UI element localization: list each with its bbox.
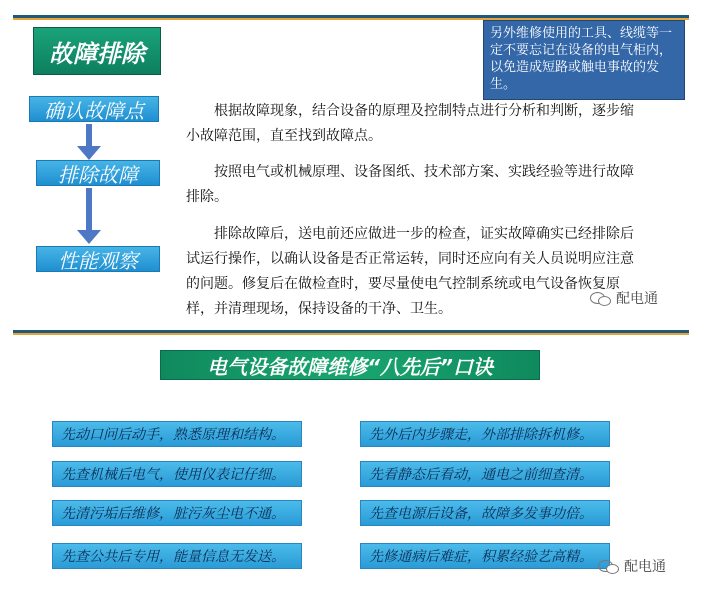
rhyme-item: 先外后内步骤走，外部排除拆机修。	[360, 421, 610, 447]
arrow-down-icon	[83, 188, 95, 246]
watermark	[598, 556, 666, 576]
step-confirm-fault: 确认故障点	[29, 96, 159, 122]
paragraph-3: 排除故障后，送电前还应做进一步的检查，证实故障确实已经排除后试运行操作，以确认设备是否正常运转，同时还应向有关人员说明应注意的问题。修复后在做检查时，要尽量使电气控制系统或电气设备恢复原样，并清理现场，保持设备的干净、卫生。	[186, 226, 634, 317]
note-box: 另外维修使用的工具、线缆等一定不要忘记在设备的电气柜内，以免造成短路或触电事故的发生。	[483, 20, 685, 100]
step-performance-check: 性能观察	[36, 246, 160, 272]
rhyme-item: 先看静态后看动，通电之前细查清。	[360, 461, 610, 487]
paragraph-2: 按照电气或机械原理、设备图纸、技术部方案、实践经验等进行故障排除。	[186, 164, 634, 205]
rhyme-item: 先动口问后动手，熟悉原理和结构。	[52, 421, 302, 447]
rhyme-banner: 电气设备故障维修“八先后”口诀	[160, 350, 540, 380]
rhyme-item: 先修通病后难症，积累经验艺高精。	[360, 543, 610, 569]
rhyme-item: 先查电源后设备，故障多发事功倍。	[360, 500, 610, 526]
middle-rule	[13, 330, 689, 335]
step-remove-fault: 排除故障	[36, 160, 160, 186]
rhyme-item: 先清污垢后维修，脏污灰尘电不通。	[52, 500, 302, 526]
watermark-text: 配电通	[624, 559, 666, 575]
paragraph-1: 根据故障现象，结合设备的原理及控制特点进行分析和判断，逐步缩小故障范围，直至找到故障点。	[186, 103, 634, 144]
section-title: 故障排除	[33, 27, 161, 75]
wechat-icon	[598, 558, 620, 574]
watermark-text: 配电通	[616, 291, 658, 307]
rhyme-item: 先查公共后专用，能量信息无发送。	[52, 543, 302, 569]
wechat-icon	[590, 290, 612, 306]
rhyme-item: 先查机械后电气，使用仪表记仔细。	[52, 461, 302, 487]
arrow-down-icon	[83, 124, 95, 160]
watermark	[590, 288, 658, 308]
